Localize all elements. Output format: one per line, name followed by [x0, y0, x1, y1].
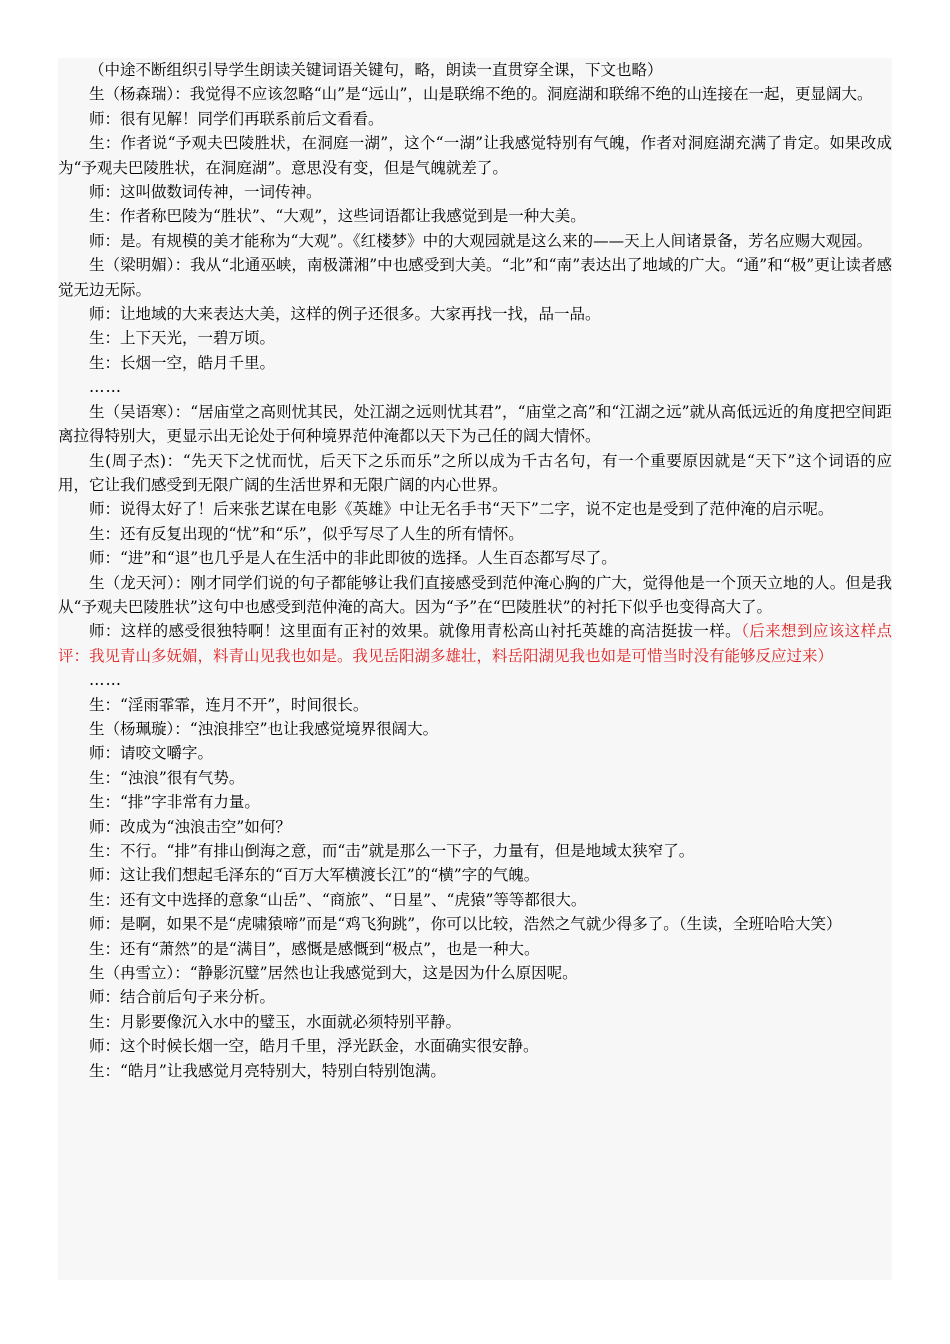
- paragraph-text: 生（梁明媚）：我从“北通巫峡，南极潇湘”中也感受到大美。“北”和“南”表达出了地域的广大。“通”和“极”更让读者感觉无边无际。: [58, 256, 892, 299]
- dialogue-paragraph: [58, 619, 892, 668]
- dialogue-paragraph: [58, 82, 892, 106]
- paragraph-text: 生（吴语寒）：“居庙堂之高则忧其民，处江湖之远则忧其君”，“庙堂之高”和“江湖之远”就从高低远近的角度把空间距离拉得特别大，更显示出无论处于何种境界范仲淹都以天下为己任的阔大情怀。: [58, 402, 892, 446]
- paragraph-text: ……: [89, 378, 122, 397]
- dialogue-paragraph: [58, 302, 892, 326]
- paragraph-text: 生：还有反复出现的“忧”和“乐”，似乎写尽了人生的所有情怀。: [89, 524, 524, 543]
- paragraph-text: 师：这叫做数词传神，一词传神。: [89, 183, 322, 202]
- dialogue-paragraph: [58, 546, 892, 570]
- paragraph-text: 生(周子杰)：“先天下之忧而忧，后天下之乐而乐”之所以成为千古名句，有一个重要原因就是“天下”这个词语的应用，它让我们感受到无限广阔的生活世界和无限广阔的内心世界。: [58, 451, 892, 494]
- paragraph-text: 生（杨珮璇）：“浊浪排空”也让我感觉境界很阔大。: [89, 719, 439, 738]
- paragraph-text: 生：作者称巴陵为“胜状”、“大观”，这些词语都让我感觉到是一种大美。: [89, 207, 586, 226]
- dialogue-paragraph: [58, 58, 892, 82]
- paragraph-text: 生：“皓月”让我感觉月亮特别大，特别白特别饱满。: [89, 1061, 446, 1080]
- dialogue-paragraph: [58, 326, 892, 350]
- paragraph-text: 师：让地域的大来表达大美，这样的例子还很多。大家再找一找，品一品。: [89, 305, 601, 324]
- paragraph-text: 师：这个时候长烟一空，皓月千里，浮光跃金，水面确实很安静。: [89, 1037, 539, 1056]
- red-annotation: （后来想到应该这样点评：我见青山多妩媚，料青山见我也如是。我见岳阳湖多雄壮，料岳阳湖见我也如是可惜当时没有能够反应过来）: [58, 622, 892, 665]
- paragraph-text: 生：月影要像沉入水中的璧玉，水面就必须特别平静。: [89, 1012, 462, 1031]
- dialogue-paragraph: [58, 937, 892, 961]
- paragraph-text: 生：还有文中选择的意象“山岳”、“商旅”、“日星”、“虎猿”等等都很大。: [89, 890, 587, 909]
- paragraph-text: 生（冉雪立）：“静影沉璧”居然也让我感觉到大，这是因为什么原因呢。: [89, 964, 578, 983]
- dialogue-paragraph: [58, 766, 892, 790]
- dialogue-paragraph: [58, 985, 892, 1009]
- paragraph-text: 生：上下天光，一碧万顷。: [89, 329, 276, 348]
- dialogue-paragraph: [58, 1010, 892, 1034]
- paragraph-text: 生：“排”字非常有力量。: [89, 793, 260, 812]
- dialogue-paragraph: [58, 204, 892, 228]
- dialogue-paragraph: [58, 571, 892, 620]
- paragraph-text: 师：这让我们想起毛泽东的“百万大军横渡长江”的“横”字的气魄。: [89, 866, 540, 885]
- paragraph-text: 生：“浊浪”很有气势。: [89, 768, 245, 787]
- paragraph-text: 师：请咬文嚼字。: [89, 744, 214, 763]
- dialogue-paragraph: [58, 839, 892, 863]
- dialogue-paragraph: [58, 888, 892, 912]
- dialogue-paragraph: [58, 107, 892, 131]
- paragraph-text: 生：“淫雨霏霏，连月不开”，时间很长。: [89, 695, 369, 714]
- dialogue-paragraph: [58, 1034, 892, 1058]
- dialogue-paragraph: [58, 961, 892, 985]
- ellipsis-line: [58, 668, 892, 692]
- paragraph-text: 生：还有“萧然”的是“满目”，感慨是感慨到“极点”，也是一种大。: [89, 939, 540, 958]
- dialogue-paragraph: [58, 497, 892, 521]
- paragraph-text: 师：结合前后句子来分析。: [89, 988, 276, 1007]
- ellipsis-line: [58, 375, 892, 399]
- dialogue-paragraph: [58, 693, 892, 717]
- paragraph-text: ……: [89, 671, 122, 690]
- dialogue-paragraph: [58, 180, 892, 204]
- paragraph-text: 生：作者说“予观夫巴陵胜状，在洞庭一湖”，这个“一湖”让我感觉特别有气魄，作者对洞庭湖充满了肯定。如果改成为“予观夫巴陵胜状，在洞庭湖”。意思没有变，但是气魄就差了。: [58, 134, 892, 177]
- paragraph-text: 生（杨森瑞）：我觉得不应该忽略“山”是“远山”，山是联绵不绝的。洞庭湖和联绵不绝的山连接在一起，更显阔大。: [89, 85, 873, 104]
- dialogue-paragraph: [58, 912, 892, 936]
- dialogue-paragraph: [58, 815, 892, 839]
- paragraph-text: 生：不行。“排”有排山倒海之意，而“击”就是那么一下子，力量有，但是地域太狭窄了。: [89, 842, 695, 860]
- dialogue-paragraph: [58, 1059, 892, 1083]
- dialogue-paragraph: [58, 863, 892, 887]
- dialogue-paragraph: [58, 741, 892, 765]
- document-page: [58, 58, 892, 1280]
- dialogue-paragraph: [58, 449, 892, 498]
- paragraph-text: 生（龙天河）：刚才同学们说的句子都能够让我们直接感受到范仲淹心胸的广大，觉得他是一个顶天立地的人。但是我从“予观夫巴陵胜状”这句中也感受到范仲淹的高大。因为“予”在“巴陵胜状”的衬托下似乎也变得高大了。: [58, 573, 892, 616]
- paragraph-text: 师：说得太好了！后来张艺谋在电影《英雄》中让无名手书“天下”二字，说不定也是受到了范仲淹的启示呢。: [89, 500, 834, 519]
- dialogue-paragraph: [58, 400, 892, 449]
- paragraph-text: 师：“进”和“退”也几乎是人在生活中的非此即彼的选择。人生百态都写尽了。: [89, 549, 617, 568]
- dialogue-paragraph: [58, 229, 892, 253]
- dialogue-paragraph: [58, 790, 892, 814]
- dialogue-paragraph: [58, 522, 892, 546]
- paragraph-text: （中途不断组织引导学生朗读关键词语关键句，略，朗读一直贯穿全课，下文也略）: [89, 61, 663, 79]
- dialogue-paragraph: [58, 253, 892, 302]
- dialogue-paragraph: [58, 131, 892, 180]
- dialogue-paragraph: [58, 351, 892, 375]
- dialogue-paragraph: [58, 717, 892, 741]
- paragraph-text: 师：这样的感受很独特啊！这里面有正衬的效果。就像用青松高山衬托英雄的高洁挺拔一样。: [89, 622, 742, 641]
- paragraph-text: 师：很有见解！同学们再联系前后文看看。: [89, 109, 384, 128]
- paragraph-text: 师：是啊，如果不是“虎啸猿啼”而是“鸡飞狗跳”，你可以比较，浩然之气就少得多了。（生读，全班哈哈大笑）: [89, 915, 842, 934]
- paragraph-text: 师：是。有规模的美才能称为“大观”。《红楼梦》中的大观园就是这么来的——天上人间诸景备，芳名应赐大观园。: [89, 231, 873, 250]
- paragraph-text: 师：改成为“浊浪击空”如何？: [89, 817, 291, 836]
- paragraph-text: 生：长烟一空，皓月千里。: [89, 353, 276, 372]
